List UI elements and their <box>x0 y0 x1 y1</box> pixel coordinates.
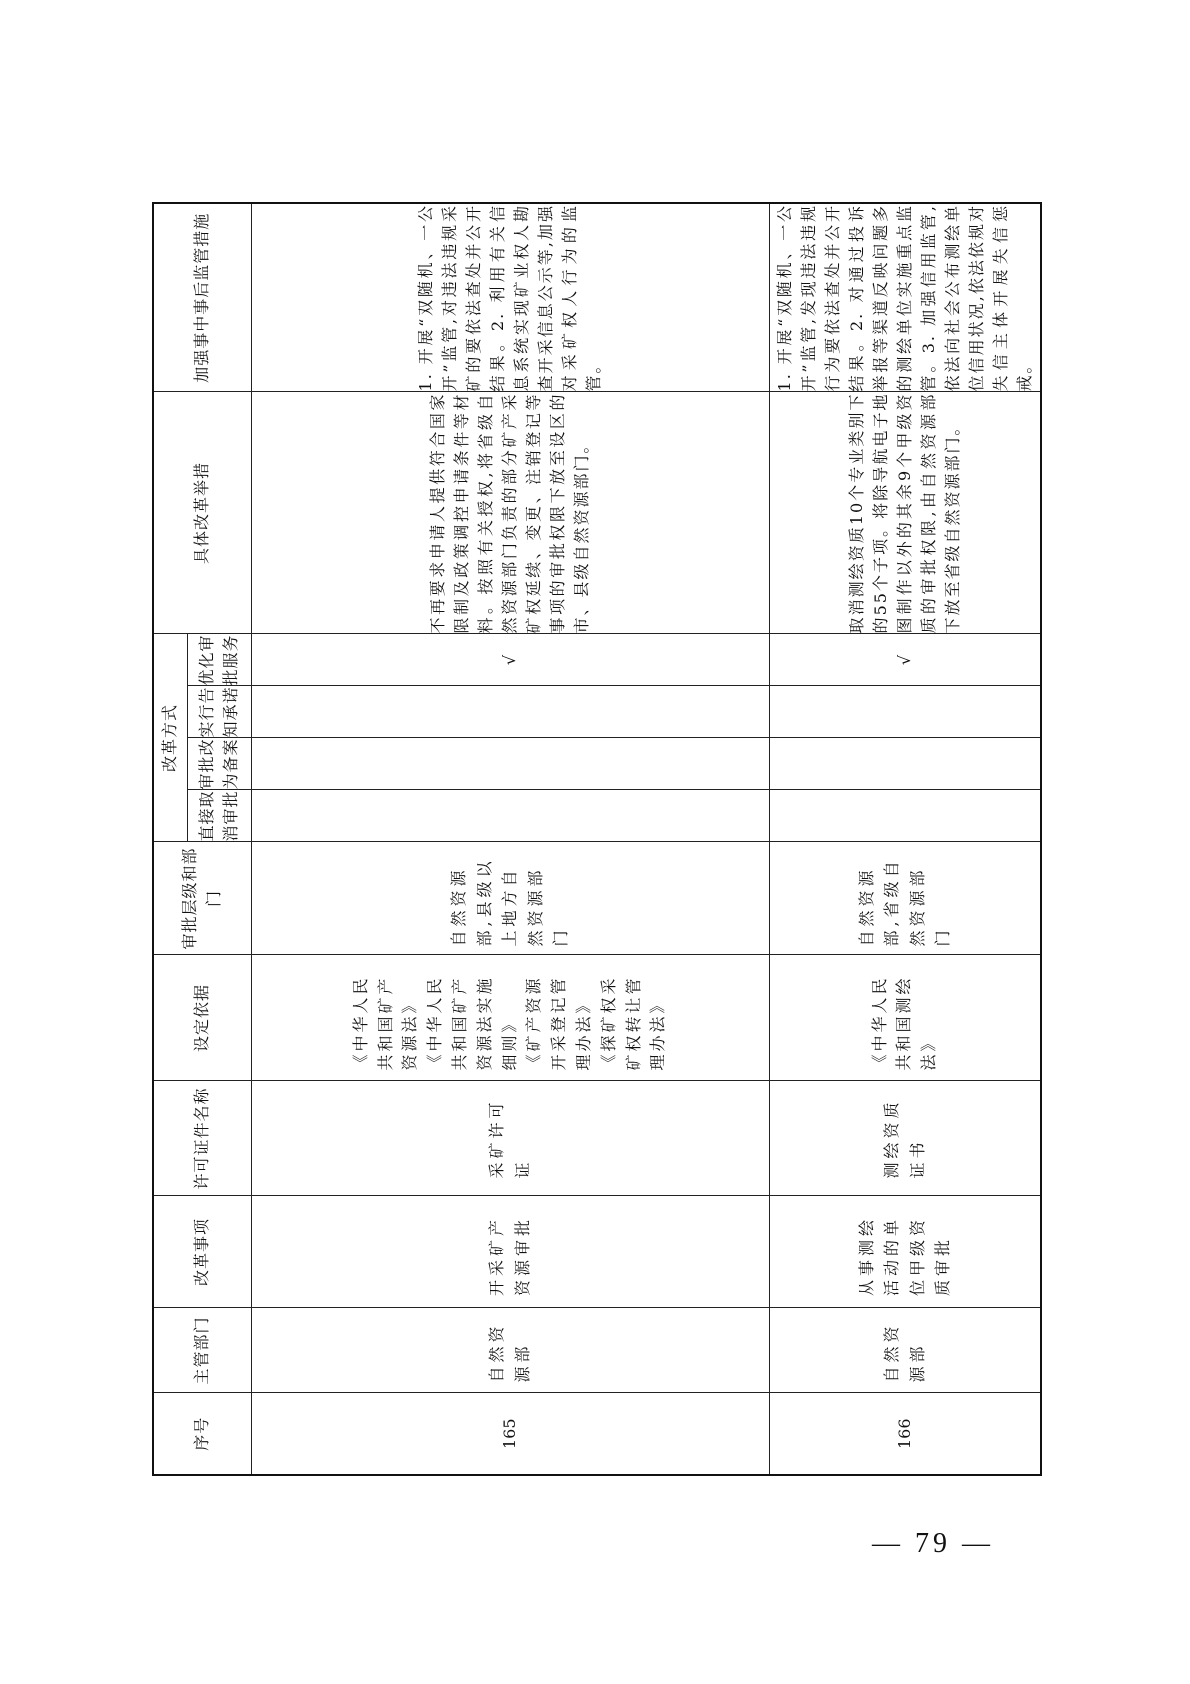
row-166-basis-list <box>864 956 946 1081</box>
row-165-approval-level <box>251 842 769 955</box>
header-item: 改革事项 <box>153 1196 251 1308</box>
row-165-basis <box>251 955 769 1081</box>
table-row <box>769 203 1041 1475</box>
header-mode-optimize: 优化审批服务 <box>187 634 251 686</box>
basis-entry: 《中华人民共和国矿产资源法》 <box>350 975 420 1071</box>
header-license: 许可证件名称 <box>153 1081 251 1196</box>
header-supervision: 加强事中事后监管措施 <box>153 203 251 392</box>
row-166-license <box>769 1081 1041 1196</box>
row-166-dept <box>769 1308 1041 1393</box>
rotated-table-container <box>152 204 1040 1476</box>
row-165-measures: 不再要求申请人提供符合国家限制及政策调控申请条件等材料。按照有关授权,将省级自然资源部门负责的部分矿产采矿权延续、变更、注销登记等事项的审批权限下放至设区的市、县级自然资源部门。 <box>251 392 769 634</box>
row-165-basis-list <box>345 956 675 1081</box>
row-166-license-text: 测绘资质证书 <box>882 1098 927 1179</box>
row-165-supervision: 1. 开展“双随机、一公开”监管,对违法违规采矿的要依法查处并公开结果。2. 利用有关信息系统实现矿业权人勘查开采信息公示等,加强对采矿权人行为的监管。 <box>251 203 769 392</box>
table-row <box>251 203 769 1475</box>
row-165-mode-record <box>251 738 769 790</box>
header-reform-mode: 改革方式 <box>153 634 187 842</box>
row-165-mode-promise <box>251 686 769 738</box>
row-166-approval-level-text: 自然资源部,省级自然资源部门 <box>856 857 953 947</box>
row-165-mode-cancel <box>251 790 769 842</box>
row-165-item-text: 开采矿产资源审批 <box>487 1215 532 1296</box>
row-165-item <box>251 1196 769 1308</box>
row-166-mode-optimize-check: √ <box>769 634 1041 686</box>
basis-entry: 《中华人民共和国测绘法》 <box>869 975 939 1071</box>
row-165-license-text: 采矿许可证 <box>487 1098 532 1179</box>
header-measures: 具体改革举措 <box>153 392 251 634</box>
row-165-approval-level-text: 自然资源部,县级以上地方自然资源部门 <box>449 857 571 947</box>
header-seq: 序号 <box>153 1393 251 1475</box>
row-166-mode-cancel <box>769 790 1041 842</box>
row-166-item-text: 从事测绘活动的单位甲级资质审批 <box>856 1215 953 1296</box>
row-166-dept-text: 自然资源部 <box>882 1322 927 1383</box>
basis-entry: 《中华人民共和国矿产资源法实施细则》 <box>425 975 519 1071</box>
header-mode-record: 审批改为备案 <box>187 738 251 790</box>
row-165-license <box>251 1081 769 1196</box>
row-166-basis <box>769 955 1041 1081</box>
header-dept: 主管部门 <box>153 1308 251 1393</box>
header-mode-cancel: 直接取消审批 <box>187 790 251 842</box>
reform-table <box>152 202 1042 1476</box>
row-165-seq: 165 <box>251 1393 769 1475</box>
row-166-item <box>769 1196 1041 1308</box>
row-165-dept <box>251 1308 769 1393</box>
row-166-measures: 取消测绘资质10个专业类别下的55个子项。将除导航电子地图制作以外的其余9个甲级资质的审批权限,由自然资源部下放至省级自然资源部门。 <box>769 392 1041 634</box>
row-166-seq: 166 <box>769 1393 1041 1475</box>
page-number: — 79 — <box>872 1528 994 1559</box>
row-166-approval-level <box>769 842 1041 955</box>
row-165-dept-text: 自然资源部 <box>487 1322 532 1383</box>
header-mode-promise: 实行告知承诺 <box>187 686 251 738</box>
row-165-mode-optimize-check: √ <box>251 634 769 686</box>
basis-entry: 《探矿权采矿权转让管理办法》 <box>598 975 668 1071</box>
header-approval-level: 审批层级和部门 <box>153 842 251 955</box>
row-166-supervision: 1. 开展“双随机、一公开”监管,发现违法违规行为要依法查处并公开结果。2. 对通过投诉举报等渠道反映问题多的测绘单位实施重点监管。3. 加强信用监管,依法向社会公布测绘单位信用状况,依法依规对失信主体开展失信惩戒。 <box>769 203 1041 392</box>
header-basis: 设定依据 <box>153 955 251 1081</box>
row-166-mode-record <box>769 738 1041 790</box>
row-166-mode-promise <box>769 686 1041 738</box>
basis-entry: 《矿产资源开采登记管理办法》 <box>524 975 593 1071</box>
